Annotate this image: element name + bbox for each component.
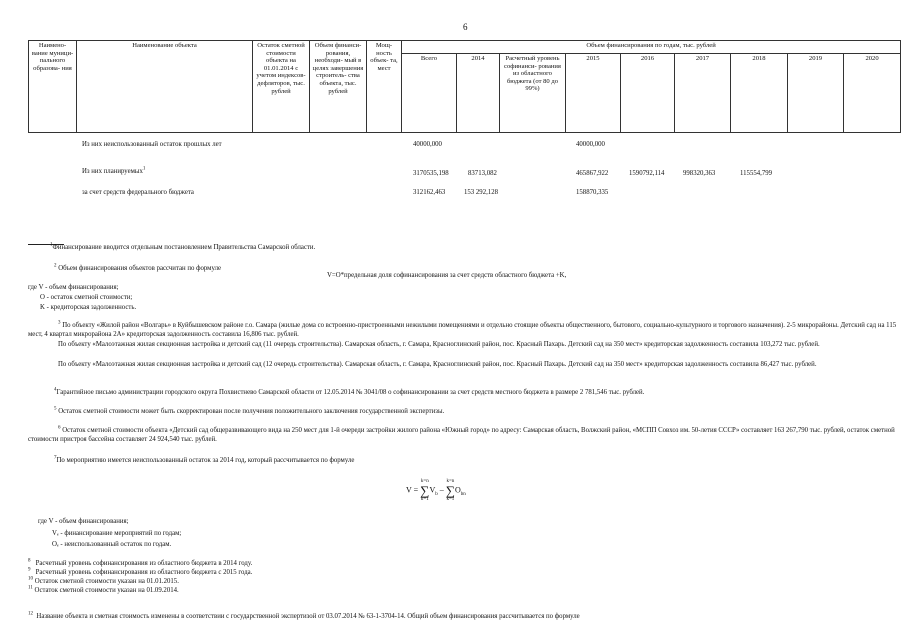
- footnote-2-sup: 2: [54, 263, 57, 269]
- footnote-7: [54, 456, 354, 465]
- row-federal-2015: 158870,335: [576, 189, 609, 196]
- footnote-11-sup: 11: [28, 585, 33, 591]
- footnote-5-text: Остаток сметной стоимости может быть скорректирован после получения положительного заключения государственной экспертизы.: [58, 408, 445, 415]
- where-v: где V - объем финансирования;: [28, 284, 119, 291]
- header-2019: 2019: [788, 54, 844, 133]
- footnote-12: [28, 612, 580, 621]
- footnote-3: [28, 321, 902, 339]
- header-by-years: Объем финансирования по годам, тыс. рублей: [402, 41, 901, 54]
- footnote-3-c: По объекту «Малоэтажная жилая секционная застройка и детский сад (12 очередь строительства). Самарская область, г. Самара, Красноглинский район, пос. Красный Пахарь. Детский сад на 350 мест» кредиторская задолженность составила 86,427 тыс. рублей.: [58, 361, 817, 368]
- header-object: Наименование объекта: [77, 41, 253, 133]
- sum-bottom-2: k=1: [446, 497, 455, 502]
- where7-v: где V - объем финансирования;: [38, 518, 129, 525]
- sum-sign-1: k=n ∑ k=1: [420, 479, 430, 502]
- header-2018: 2018: [731, 54, 788, 133]
- page-number: 6: [463, 22, 468, 32]
- formula-minus: –: [439, 485, 444, 495]
- row-label-planned-text: Из них планируемых: [82, 168, 143, 175]
- formula-o-sub: bn: [460, 491, 466, 497]
- footnote-2-text: Объем финансирования объектов рассчитан по формуле: [58, 265, 221, 272]
- footnote-3-text: По объекту «Жилой район «Волгарь» в Куйбышевском районе г.о. Самара (жилые дома со встроенно-пристроенными нежилыми помещениями и отдельно стоящие объекты общественного, бытового, социально-культурного и торгового назначения). 2-5 микрорайоны. Детский сад на 115 мест, 4 квартал микрорайона 2А» кредиторская задолженность составила 16,806 тыс. рублей.: [28, 322, 897, 338]
- formula-o: O: [455, 485, 461, 495]
- row-label-federal: за счет средств федерального бюджета: [82, 189, 194, 196]
- header-capacity: Мощ- ность объек- та, мест: [367, 41, 402, 133]
- footnote-7-sup: 7: [54, 455, 57, 461]
- footnote-8-text: Расчетный уровень софинансирования из областного бюджета в 2014 году.: [35, 560, 253, 567]
- row-label-unused: Из них неиспользованный остаток прошлых лет: [82, 141, 222, 148]
- row-planned-2017: 998320,363: [683, 170, 716, 177]
- footnote-11-text: Остаток сметной стоимости указан на 01.09.2014.: [34, 587, 179, 594]
- footnote-12-sup: 12: [28, 611, 33, 617]
- footnote-5-sup: 5: [54, 406, 57, 412]
- financing-table: [28, 40, 901, 133]
- header-municipality: Наимено- вание муници- пального образова- ния: [29, 41, 77, 133]
- row-planned-2018: 115554,799: [740, 170, 773, 177]
- row-label-planned: [82, 168, 145, 175]
- header-2015: 2015: [566, 54, 621, 133]
- where-o: O - остаток сметной стоимости;: [40, 294, 133, 301]
- footnote-1-sup: 1: [50, 242, 53, 248]
- where7-vb: Vₑ - финансирование мероприятий по годам;: [52, 530, 182, 537]
- footnote-4-sup: 4: [54, 387, 57, 393]
- footnote-3-sup: 3: [58, 320, 61, 326]
- footnote-4-text: Гарантийное письмо администрации городского округа Похвистнево Самарской области от 12.05.2014 № 3041/08 о софинансировании за счет средств местного бюджета в размере 2 781,546 тыс. рублей.: [56, 389, 645, 396]
- footnote-2: [54, 264, 221, 273]
- table-header-row: [29, 41, 901, 54]
- formula-vb-sub: b: [435, 491, 438, 497]
- footnote-10-sup: 10: [28, 576, 33, 582]
- footnote-9-sup: 9: [28, 567, 31, 573]
- row-planned-2015: 465867,922: [576, 170, 609, 177]
- unused-balance-formula: [406, 479, 466, 502]
- formula-vb: V: [429, 485, 436, 495]
- row-federal-total: 312162,463: [413, 189, 446, 196]
- sum-sign-2: k=n ∑ k=1: [445, 479, 455, 502]
- header-estimate-balance: Остаток сметной стоимости объекта на 01.01.2014 с учетом индексов- дефляторов, тыс. рублей: [253, 41, 310, 133]
- header-2014: 2014: [457, 54, 500, 133]
- row-federal-2014: 153 292,128: [464, 189, 498, 196]
- footnote-10-text: Остаток сметной стоимости указан на 01.01.2015.: [34, 578, 179, 585]
- footnote-11: [28, 586, 179, 595]
- footnote-2-formula: V=O*предельная доля софинансирования за счет средств областного бюджета +K,: [327, 272, 567, 279]
- footnote-6-text: Остаток сметной стоимости объекта «Детский сад общеразвивающего вида на 250 мест для 1-й очереди застройки жилого района «Южный город» по адресу: Самарская область, Волжский район, «МСПП Совхоз им. 50-летия СССР» составляет 163 267,790 тыс. рублей, остаток сметной стоимости пристроя бассейна составляет 24 924,540 тыс. рублей.: [28, 427, 895, 443]
- header-total: Всего: [402, 54, 457, 133]
- row-planned-2014: 83713,082: [468, 170, 497, 177]
- row-unused-total: 40000,000: [413, 141, 442, 148]
- sum-bottom-1: k=1: [420, 497, 429, 502]
- where-k: K - кредиторская задолженность.: [40, 304, 137, 311]
- footnote-8: [28, 559, 252, 568]
- row-label-planned-sup: 1: [142, 166, 146, 172]
- where7-ob: Oₑ - неиспользованный остаток по годам.: [52, 541, 172, 548]
- footnote-6: [28, 426, 902, 444]
- formula-v: V =: [406, 485, 419, 495]
- row-unused-2015: 40000,000: [576, 141, 605, 148]
- header-2017: 2017: [675, 54, 731, 133]
- header-2016: 2016: [621, 54, 675, 133]
- footnote-4: [54, 388, 644, 397]
- header-2020: 2020: [844, 54, 901, 133]
- sum-top-2: k=n: [446, 479, 455, 484]
- row-planned-total: 3170535,198: [413, 170, 449, 177]
- footnote-6-sup: 6: [58, 425, 61, 431]
- sum-top-1: k=n: [420, 479, 429, 484]
- footnote-3-b: По объекту «Малоэтажная жилая секционная застройка и детский сад (11 очередь строительства). Самарская область, г. Самара, Красноглинский район, пос. Красный Пахарь. Детский сад на 350 мест» кредиторская задолженность составила 103,272 тыс. рублей.: [58, 341, 820, 348]
- footnote-10: [28, 577, 179, 586]
- header-financing-volume: Объем финанси- рования, необходи- мый в целях завершения строитель- ства объекта, тыс. рублей: [310, 41, 367, 133]
- footnote-9: [28, 568, 252, 577]
- footnote-8-sup: 8: [28, 558, 31, 564]
- header-cofinancing: Расчетный уровень софинанси- рования из областного бюджета (от 80 до 99%): [500, 54, 566, 133]
- footnote-5: [54, 407, 444, 416]
- footnote-1-text: Финансирование вводится отдельным постановлением Правительства Самарской области.: [52, 244, 316, 251]
- row-planned-2016: 1590792,114: [629, 170, 665, 177]
- footnote-9-text: Расчетный уровень софинансирования из областного бюджета с 2015 года.: [35, 569, 253, 576]
- footnote-7-text: По мероприятию имеется неиспользованный остаток за 2014 год, который рассчитывается по формуле: [56, 457, 355, 464]
- footnote-1: [50, 243, 315, 252]
- footnote-12-text: Название объекта и сметная стоимость изменены в соответствии с государственной экспертизой от 03.07.2014 № 63-1-3704-14. Общий объем финансирования рассчитывается по формуле: [36, 613, 580, 620]
